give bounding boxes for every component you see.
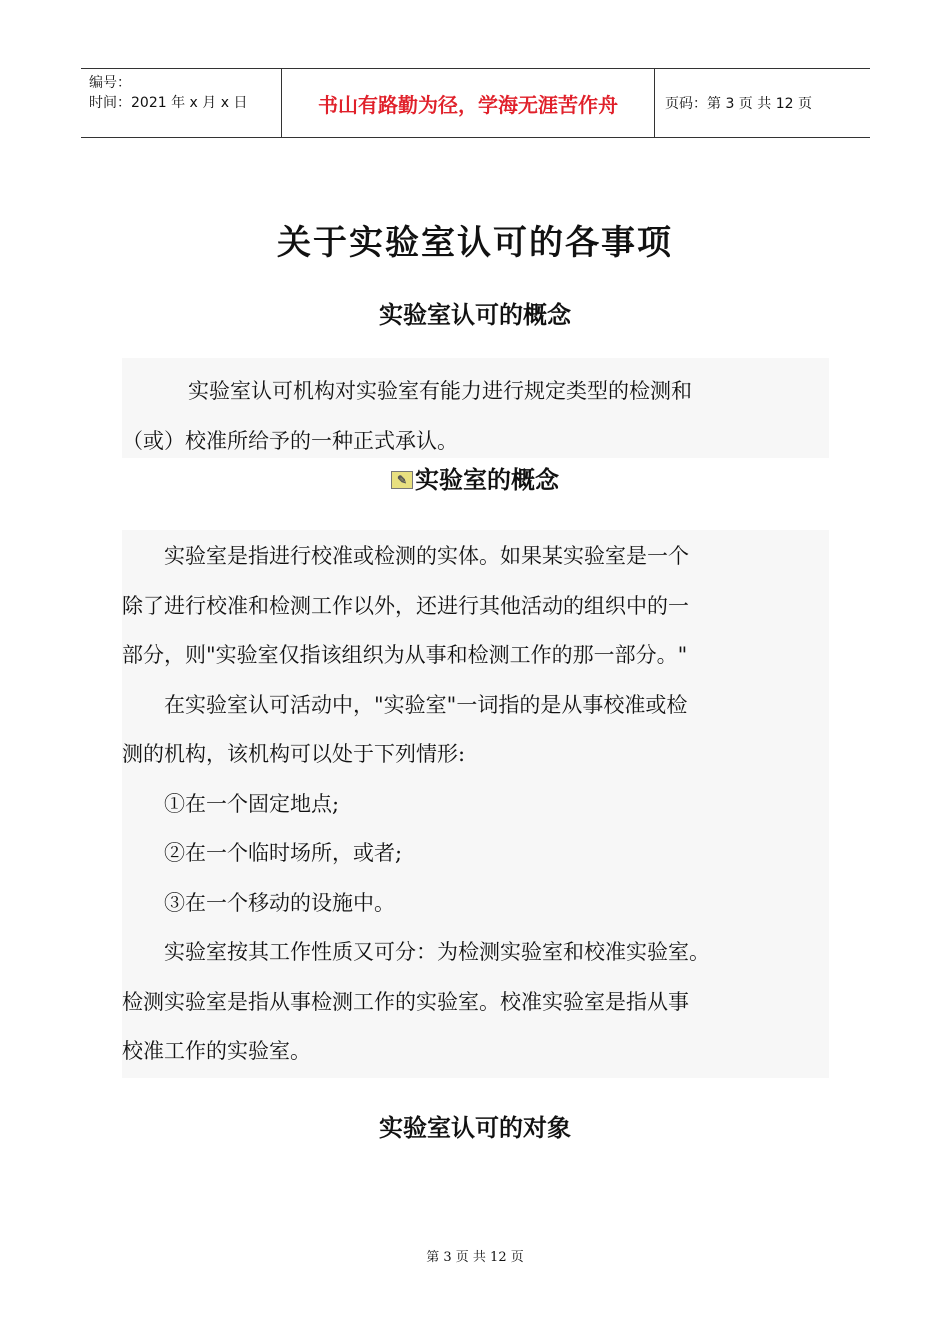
section-heading-lab-concept xyxy=(0,460,950,495)
accreditation-definition-box xyxy=(122,358,829,458)
header-page-info: 页码：第 3 页 共 12 页 xyxy=(665,96,812,112)
header-meta xyxy=(81,69,282,137)
number-label: 编号： xyxy=(89,75,131,91)
para-line: 除了进行校准和检测工作以外，还进行其他活动的组织中的一 xyxy=(122,593,689,618)
para-line: 部分，则"实验室仅指该组织为从事和检测工作的那一部分。" xyxy=(122,643,688,667)
document-title: 关于实验室认可的各事项 xyxy=(277,223,673,263)
para-line: 在实验室认可活动中，"实验室"一词指的是从事校准或检 xyxy=(164,692,688,717)
list-item: ②在一个临时场所，或者; xyxy=(164,841,403,865)
para-line: 校准工作的实验室。 xyxy=(122,1039,311,1063)
section-heading-accreditation-concept: 实验室认可的概念 xyxy=(379,300,571,329)
lab-concept-box xyxy=(122,530,829,1078)
para-line: 实验室按其工作性质又可分：为检测实验室和校准实验室。 xyxy=(164,940,710,964)
definition-line-1: 实验室认可机构对实验室有能力进行规定类型的检测和 xyxy=(188,379,692,403)
para-line: 检测实验室是指从事检测工作的实验室。校准实验室是指从事 xyxy=(122,989,689,1014)
section-heading-accreditation-objects: 实验室认可的对象 xyxy=(379,1113,571,1142)
note-icon: ✎ xyxy=(391,471,413,489)
lab-concept-label: 实验室的概念 xyxy=(415,465,559,494)
header-motto: 书山有路勤为径，学海无涯苦作舟 xyxy=(282,69,655,137)
definition-line-2: （或）校准所给予的一种正式承认。 xyxy=(122,429,458,453)
page-header xyxy=(81,68,870,138)
list-item: ③在一个移动的设施中。 xyxy=(164,890,395,915)
para-line: 测的机构，该机构可以处于下列情形: xyxy=(122,742,466,766)
time-label: 时间：2021 年 x 月 x 日 xyxy=(89,95,248,111)
para-line: 实验室是指进行校准或检测的实体。如果某实验室是一个 xyxy=(164,544,689,568)
page-footer: 第 3 页 共 12 页 xyxy=(426,1250,524,1265)
list-item: ①在一个固定地点; xyxy=(164,791,340,816)
